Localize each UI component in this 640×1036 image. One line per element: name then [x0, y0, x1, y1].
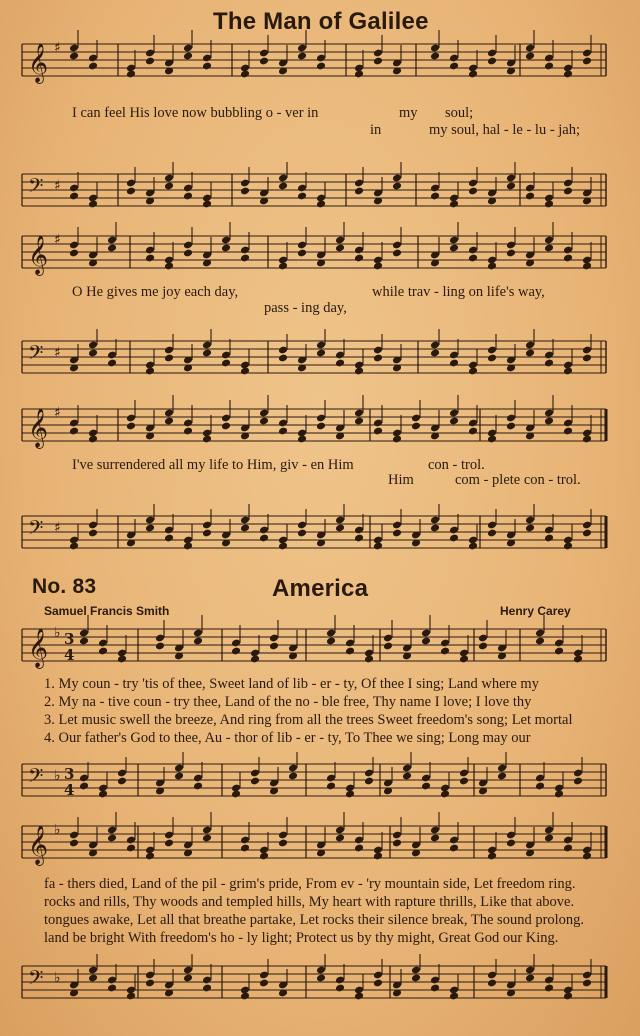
note-head: [449, 62, 459, 71]
song2-verse3-line2: tongues awake, Let all that breathe partake, Let rocks their silence break, The sound prolong.: [44, 912, 585, 928]
note-head: [316, 200, 326, 209]
note-head: [183, 52, 193, 61]
note-head: [69, 542, 79, 551]
note-head: [373, 852, 383, 861]
note-head: [392, 435, 402, 444]
note-head: [269, 642, 279, 651]
song2-verse4-line2: land be bright With freedom's ho - ly light; Protect us by thy might, Great God our King.: [44, 930, 559, 946]
time-signature-top: 3: [64, 630, 75, 648]
note-head: [126, 422, 136, 431]
note-head: [145, 367, 155, 376]
note-head: [202, 529, 212, 538]
note-head: [117, 655, 127, 664]
note-head: [582, 979, 592, 988]
bass-clef: 𝄢: [28, 966, 44, 994]
note-head: [544, 534, 554, 543]
note-head: [297, 52, 307, 61]
note-head: [326, 782, 336, 791]
note-head: [563, 187, 573, 196]
note-head: [544, 244, 554, 253]
note-head: [69, 52, 79, 61]
note-head: [535, 637, 545, 646]
note-head: [183, 249, 193, 258]
note-head: [449, 992, 459, 1001]
note-head: [506, 249, 516, 258]
note-head: [145, 254, 155, 263]
note-head: [573, 655, 583, 664]
note-head: [88, 974, 98, 983]
note-head: [354, 534, 364, 543]
note-head: [316, 422, 326, 431]
sharp-key-signature: ♯: [54, 232, 61, 248]
flat-key-signature: ♭: [54, 768, 61, 784]
note-head: [364, 655, 374, 664]
note-head: [202, 200, 212, 209]
bass-clef: 𝄢: [28, 516, 44, 544]
note-head: [582, 852, 592, 861]
note-head: [240, 992, 250, 1001]
song2-number: No. 83: [32, 575, 97, 598]
note-head: [240, 187, 250, 196]
song1-bass-staff-3: [0, 512, 640, 552]
bass-clef: 𝄢: [28, 174, 44, 202]
note-head: [202, 984, 212, 993]
treble-clef: 𝄞: [28, 628, 49, 668]
time-signature-bottom: 4: [64, 646, 75, 664]
note-head: [544, 984, 554, 993]
note-head: [259, 979, 269, 988]
note-head: [316, 62, 326, 71]
note-head: [98, 790, 108, 799]
note-head: [79, 637, 89, 646]
sharp-key-signature: ♯: [54, 178, 61, 194]
note-head: [259, 57, 269, 66]
note-head: [582, 529, 592, 538]
song1-lyric-my: my: [399, 105, 418, 121]
song2-title: America: [272, 575, 369, 602]
note-head: [164, 534, 174, 543]
song2-treble-staff-2: [0, 822, 640, 865]
song1-bass-staff-2: [0, 337, 640, 377]
note-head: [506, 182, 516, 191]
note-head: [145, 57, 155, 66]
note-head: [126, 992, 136, 1001]
note-head: [126, 844, 136, 853]
note-head: [240, 844, 250, 853]
note-head: [107, 244, 117, 253]
note-head: [525, 974, 535, 983]
flat-key-signature: ♭: [54, 970, 61, 986]
note-head: [69, 192, 79, 201]
time-signature-bottom: 4: [64, 781, 75, 799]
note-head: [335, 244, 345, 253]
note-head: [563, 992, 573, 1001]
note-head: [563, 367, 573, 376]
note-head: [430, 349, 440, 358]
note-head: [449, 417, 459, 426]
bass-clef: 𝄢: [28, 764, 44, 792]
note-head: [98, 647, 108, 656]
note-head: [164, 354, 174, 363]
note-head: [145, 524, 155, 533]
note-head: [354, 367, 364, 376]
note-head: [231, 647, 241, 656]
note-head: [297, 249, 307, 258]
note-head: [392, 182, 402, 191]
note-head: [88, 529, 98, 538]
note-head: [193, 782, 203, 791]
song2-verse2-line1: 2. My na - tive coun - try thee, Land of the no - ble free, Thy name I love; I love thy: [44, 694, 532, 710]
note-head: [278, 542, 288, 551]
treble-clef: 𝄞: [28, 825, 49, 865]
note-head: [221, 244, 231, 253]
note-head: [354, 70, 364, 79]
song1-treble-staff-1: [0, 40, 640, 83]
note-head: [345, 790, 355, 799]
note-head: [544, 834, 554, 843]
note-head: [183, 427, 193, 436]
note-head: [107, 359, 117, 368]
note-head: [69, 839, 79, 848]
note-head: [449, 244, 459, 253]
note-head: [373, 542, 383, 551]
note-head: [278, 839, 288, 848]
note-head: [117, 777, 127, 786]
note-head: [145, 979, 155, 988]
song2-author: Samuel Francis Smith: [44, 604, 170, 618]
note-head: [221, 359, 231, 368]
note-head: [240, 70, 250, 79]
treble-clef: 𝄞: [28, 43, 49, 83]
song2-verse1-line1: 1. My coun - try 'tis of thee, Sweet land of lib - er - ty, Of thee I sing; Land where my: [44, 676, 539, 692]
note-head: [326, 637, 336, 646]
note-head: [573, 777, 583, 786]
song2-verse3-line1: 3. Let music swell the breeze, And ring from all the trees Sweet freedom's song; Let mortal: [44, 712, 573, 728]
note-head: [582, 57, 592, 66]
note-head: [202, 834, 212, 843]
note-head: [373, 979, 383, 988]
bass-clef: 𝄢: [28, 341, 44, 369]
note-head: [525, 524, 535, 533]
note-head: [174, 772, 184, 781]
song2-verse4-line1: 4. Our father's God to thee, Au - thor of lib - er - ty, To Thee we sing; Long may our: [44, 730, 531, 746]
note-head: [582, 354, 592, 363]
note-head: [259, 534, 269, 543]
note-head: [354, 992, 364, 1001]
note-head: [354, 844, 364, 853]
note-head: [259, 417, 269, 426]
song1-lyric-control: con - trol.: [428, 457, 485, 473]
note-head: [525, 349, 535, 358]
note-head: [164, 262, 174, 271]
note-head: [250, 777, 260, 786]
note-head: [440, 647, 450, 656]
note-head: [544, 62, 554, 71]
note-head: [107, 834, 117, 843]
note-head: [468, 427, 478, 436]
note-head: [411, 422, 421, 431]
note-head: [563, 844, 573, 853]
note-head: [88, 349, 98, 358]
song2-verse2-line2: rocks and rills, Thy woods and templed hills, My heart with rapture thrills, Like that above.: [44, 894, 575, 910]
note-head: [449, 844, 459, 853]
note-head: [582, 435, 592, 444]
note-head: [440, 790, 450, 799]
note-head: [155, 642, 165, 651]
note-head: [240, 367, 250, 376]
note-head: [468, 367, 478, 376]
song1-lyric-line-1: I can feel His love now bubbling o - ver in: [72, 105, 319, 121]
note-head: [468, 254, 478, 263]
note-head: [468, 542, 478, 551]
note-head: [402, 772, 412, 781]
note-head: [354, 254, 364, 263]
note-head: [421, 637, 431, 646]
note-head: [487, 852, 497, 861]
note-head: [164, 417, 174, 426]
note-head: [544, 417, 554, 426]
note-head: [487, 57, 497, 66]
note-head: [525, 192, 535, 201]
song1-lyric-line-2a: O He gives me joy each day,: [72, 284, 239, 300]
note-head: [392, 839, 402, 848]
note-head: [544, 200, 554, 209]
note-head: [373, 427, 383, 436]
note-head: [554, 790, 564, 799]
note-head: [278, 427, 288, 436]
note-head: [164, 839, 174, 848]
note-head: [164, 182, 174, 191]
song1-lyric-passing: pass - ing day,: [264, 300, 347, 316]
note-head: [525, 52, 535, 61]
note-head: [183, 192, 193, 201]
song1-lyric-line-3a: I've surrendered all my life to Him, giv - en Him: [72, 457, 354, 473]
sharp-key-signature: ♯: [54, 345, 61, 361]
note-head: [335, 359, 345, 368]
note-head: [459, 777, 469, 786]
note-head: [487, 354, 497, 363]
note-head: [126, 70, 136, 79]
note-head: [430, 52, 440, 61]
note-head: [449, 534, 459, 543]
note-head: [288, 772, 298, 781]
note-head: [487, 979, 497, 988]
note-head: [497, 772, 507, 781]
note-head: [240, 524, 250, 533]
note-head: [231, 790, 241, 799]
note-head: [364, 777, 374, 786]
note-head: [145, 852, 155, 861]
note-head: [449, 200, 459, 209]
note-head: [459, 655, 469, 664]
note-head: [79, 782, 89, 791]
note-head: [278, 182, 288, 191]
note-head: [278, 262, 288, 271]
song1-lyric-hallelujah: my soul, hal - le - lu - jah;: [429, 122, 581, 138]
note-head: [487, 262, 497, 271]
note-head: [183, 542, 193, 551]
note-head: [506, 839, 516, 848]
note-head: [544, 359, 554, 368]
treble-clef: 𝄞: [28, 235, 49, 275]
song1-lyric-line-2b: while trav - ling on life's way,: [372, 284, 545, 300]
note-head: [202, 349, 212, 358]
note-head: [88, 200, 98, 209]
note-head: [345, 647, 355, 656]
note-head: [88, 62, 98, 71]
note-head: [468, 187, 478, 196]
note-head: [373, 262, 383, 271]
note-head: [107, 984, 117, 993]
note-head: [563, 542, 573, 551]
song1-bass-staff-1: [0, 170, 640, 210]
note-head: [88, 435, 98, 444]
song1-lyric-complete-control: com - plete con - trol.: [455, 472, 581, 488]
song1-lyric-him: Him: [388, 472, 414, 488]
note-head: [373, 57, 383, 66]
note-head: [554, 647, 564, 656]
note-head: [183, 974, 193, 983]
note-head: [468, 70, 478, 79]
note-head: [240, 254, 250, 263]
song2-bass-staff-2: [0, 962, 640, 1002]
note-head: [392, 249, 402, 258]
note-head: [430, 984, 440, 993]
note-head: [69, 427, 79, 436]
flat-key-signature: ♭: [54, 822, 61, 838]
note-head: [221, 422, 231, 431]
note-head: [563, 70, 573, 79]
note-head: [335, 524, 345, 533]
note-head: [506, 422, 516, 431]
note-head: [430, 524, 440, 533]
note-head: [297, 529, 307, 538]
note-head: [383, 642, 393, 651]
note-head: [259, 852, 269, 861]
sharp-key-signature: ♯: [54, 520, 61, 536]
note-head: [487, 435, 497, 444]
note-head: [430, 834, 440, 843]
flat-key-signature: ♭: [54, 625, 61, 641]
note-head: [335, 834, 345, 843]
note-head: [250, 655, 260, 664]
song2-bass-staff-1: [0, 760, 640, 800]
note-head: [69, 249, 79, 258]
note-head: [193, 637, 203, 646]
song2-treble-staff-1: [0, 625, 640, 668]
note-head: [297, 435, 307, 444]
song1-lyric-soul: soul;: [445, 105, 474, 121]
note-head: [421, 782, 431, 791]
note-head: [202, 62, 212, 71]
song2-verse1-line2: fa - thers died, Land of the pil - grim's pride, From ev - 'ry mountain side, Let freedom ring.: [44, 876, 576, 892]
note-head: [449, 359, 459, 368]
note-head: [582, 262, 592, 271]
song1-treble-staff-2: [0, 232, 640, 275]
note-head: [373, 354, 383, 363]
note-head: [563, 254, 573, 263]
song1-lyric-in: in: [370, 122, 382, 138]
note-head: [316, 349, 326, 358]
note-head: [316, 974, 326, 983]
time-signature-top: 3: [64, 765, 75, 783]
note-head: [392, 529, 402, 538]
note-head: [354, 187, 364, 196]
song1-title: The Man of Galilee: [213, 8, 429, 35]
sharp-key-signature: ♯: [54, 40, 61, 56]
note-head: [297, 192, 307, 201]
note-head: [478, 642, 488, 651]
treble-clef: 𝄞: [28, 408, 49, 448]
note-head: [126, 187, 136, 196]
note-head: [202, 435, 212, 444]
note-head: [430, 192, 440, 201]
note-head: [535, 782, 545, 791]
note-head: [354, 417, 364, 426]
note-head: [487, 529, 497, 538]
sharp-key-signature: ♯: [54, 405, 61, 421]
note-head: [411, 974, 421, 983]
song1-treble-staff-3: [0, 405, 640, 448]
note-head: [335, 984, 345, 993]
song2-composer: Henry Carey: [500, 604, 571, 618]
note-head: [563, 427, 573, 436]
note-head: [278, 354, 288, 363]
